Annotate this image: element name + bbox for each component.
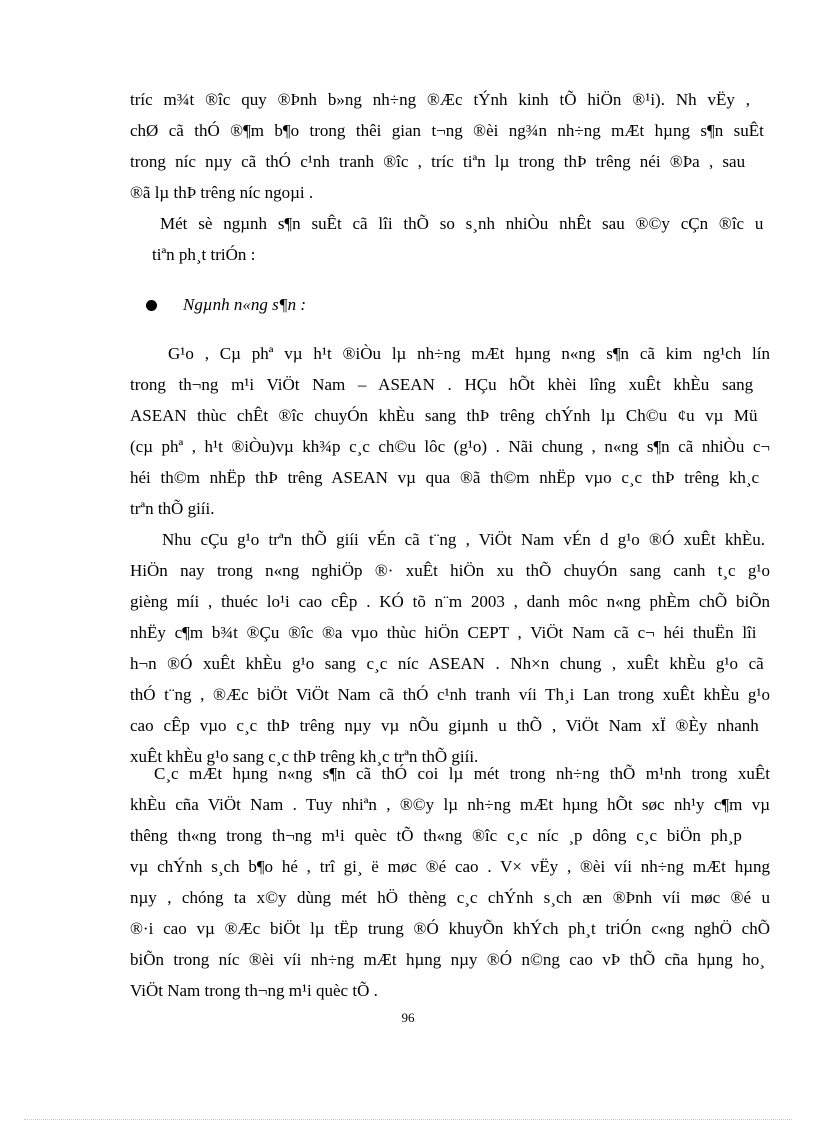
paragraph-5 — [130, 758, 770, 1006]
bullet-icon — [146, 300, 157, 311]
text-line: ASEAN thùc chÊt ®îc chuyÓn khÈu sang thÞ trêng chÝnh lµ Ch©u ¢u vµ Mü — [130, 406, 758, 425]
text-line: Nhu cÇu g¹o trªn thÕ giíi vÉn cã t¨ng , ViÖt Nam vÉn d g¹o ®Ó xuÊt khÈu. — [162, 530, 765, 549]
text-line: ®ã lµ thÞ trêng níc ngoµi . — [130, 183, 314, 202]
text-line: tríc m¾t ®îc quy ®Þnh b»ng nh÷ng ®Æc tÝnh kinh tÕ hiÖn ®¹i). Nh vËy , — [130, 90, 751, 109]
text-line: tiªn ph¸t triÓn : — [152, 245, 256, 264]
text-line: trong níc nµy cã thÓ c¹nh tranh ®îc , tríc tiªn lµ trong thÞ trêng néi ®Þa , sau — [130, 152, 746, 171]
text-line: chØ cã thÓ ®¶m b¶o trong thêi gian t¬ng ®èi ng¾n nh÷ng mÆt hµng s¶n suÊt — [130, 121, 764, 140]
text-line: xuÊt khÈu g¹o sang c¸c thÞ trêng kh¸c trªn thÕ giíi. — [130, 747, 479, 766]
text-line: (cµ phª , h¹t ®iÒu)vµ kh¾p c¸c ch©u lôc (g¹o) . Nãi chung , n«ng s¶n cã nhiÒu c¬ — [130, 437, 770, 456]
text-line: h¬n ®Ó xuÊt khÈu g¹o sang c¸c níc ASEAN . Nh×n chung , xuÊt khÈu g¹o cã — [130, 654, 764, 673]
text-line: héi th©m nhËp thÞ trêng ASEAN vµ qua ®ã th©m nhËp vµo c¸c thÞ trêng kh¸c — [130, 468, 760, 487]
paragraph-2 — [130, 208, 770, 270]
paragraph-4 — [130, 524, 770, 772]
text-line: biÕn trong níc ®èi víi nh÷ng mÆt hµng nµy ®Ó n©ng cao vÞ thÕ cña hµng ho¸ — [130, 950, 765, 969]
page-number: 96 — [401, 1010, 415, 1025]
text-line: thêng th«ng trong th¬ng m¹i quèc tÕ th«ng ®îc c¸c níc ¸p dông c¸c biÖn ph¸p — [130, 826, 742, 845]
text-line: nµy , chóng ta x©y dùng mét hÖ thèng c¸c chÝnh s¸ch æn ®Þnh víi møc ®é u — [130, 888, 770, 907]
text-line: C¸c mÆt hµng n«ng s¶n cã thÓ coi lµ mét trong nh÷ng thÕ m¹nh trong xuÊt — [154, 764, 770, 783]
paragraph-3 — [130, 338, 770, 524]
text-line: nhËy c¶m b¾t ®Çu ®îc ®a vµo thùc hiÖn CEPT , ViÖt Nam cã c¬ héi thuËn lîi — [130, 623, 757, 642]
text-line: vµ chÝnh s¸ch b¶o hé , trî gi¸ ë møc ®é cao . V× vËy , ®èi víi nh÷ng mÆt hµng — [130, 857, 770, 876]
text-line: trong th¬ng m¹i ViÖt Nam – ASEAN . HÇu hÕt khèi lîng xuÊt khÈu sang — [130, 375, 754, 394]
text-line: trªn thÕ giíi. — [130, 499, 215, 518]
text-line: cao cÊp vµo c¸c thÞ trêng nµy vµ nÕu giµnh u thÕ , ViÖt Nam xÏ ®Èy nhanh — [130, 716, 759, 735]
text-line: Mét sè ngµnh s¶n suÊt cã lîi thÕ so s¸nh nhiÒu nhÊt sau ®©y cÇn ®îc u — [160, 214, 764, 233]
text-line: G¹o , Cµ phª vµ h¹t ®iÒu lµ nh÷ng mÆt hµng n«ng s¶n cã kim ng¹ch lín — [168, 344, 770, 363]
section-heading: Ngµnh n«ng s¶n : — [183, 295, 307, 314]
text-line: khÈu cña ViÖt Nam . Tuy nhiªn , ®©y lµ nh÷ng mÆt hµng hÕt søc nh¹y c¶m vµ — [130, 795, 770, 814]
text-line: ViÖt Nam trong th¬ng m¹i quèc tÕ . — [130, 981, 378, 1000]
text-line: ®·i cao vµ ®Æc biÖt lµ tËp trung ®Ó khuyÕn khÝch ph¸t triÓn c«ng nghÖ chÕ — [130, 919, 770, 938]
text-line: gièng míi , thuéc lo¹i cao cÊp . KÓ tõ n¨m 2003 , danh môc n«ng phÈm chÕ biÕn — [130, 592, 770, 611]
text-line: thÓ t¨ng , ®Æc biÖt ViÖt Nam cã thÓ c¹nh tranh víi Th¸i Lan trong xuÊt khÈu g¹o — [130, 685, 770, 704]
footer-divider — [24, 1119, 792, 1120]
text-line: HiÖn nay trong n«ng nghiÖp ®· xuÊt hiÖn xu thÕ chuyÓn sang canh t¸c g¹o — [130, 561, 770, 580]
paragraph-1 — [130, 84, 770, 208]
